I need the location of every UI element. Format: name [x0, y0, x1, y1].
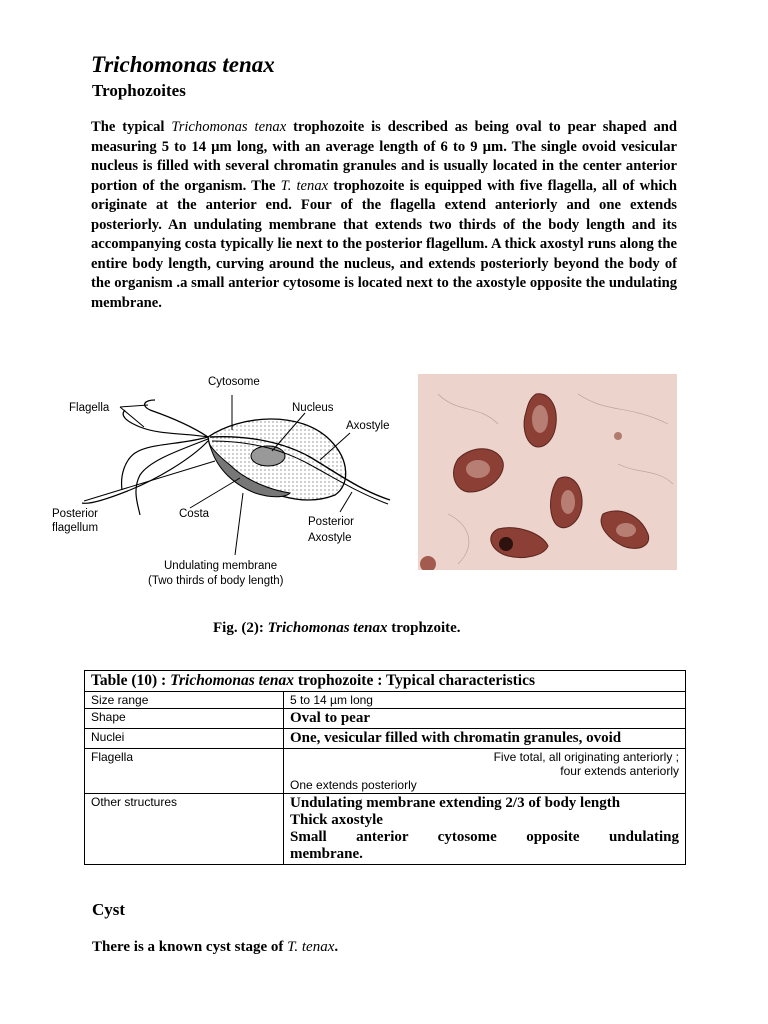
label-nucleus: Nucleus — [292, 402, 334, 414]
label-cytosome: Cytosome — [208, 376, 260, 388]
nucleus-dark-spot — [499, 537, 513, 551]
label-flagella: Flagella — [69, 402, 110, 414]
nucleus — [251, 446, 285, 466]
label-posterior-axostyle-1: Posterior — [308, 516, 355, 528]
flagella-line-3: One extends posteriorly — [290, 778, 417, 792]
row-value: One, vesicular filled with chromatin granules, ovoid — [284, 729, 686, 749]
label-axostyle: Axostyle — [346, 420, 390, 432]
figure-caption: Fig. (2): Trichomonas tenax trophzoite. — [213, 620, 461, 636]
trophozoite-diagram — [40, 365, 415, 595]
flagellum-3 — [122, 437, 208, 490]
table-row — [85, 692, 686, 709]
table-row — [85, 709, 686, 729]
table-header-row — [85, 671, 686, 692]
table-row — [85, 794, 686, 865]
micrograph-image — [418, 374, 677, 570]
table-row — [85, 749, 686, 794]
other-line-3: Small anterior cytosome opposite undulating — [290, 829, 679, 845]
row-key: Other structures — [85, 794, 284, 865]
label-costa: Costa — [179, 508, 210, 520]
flagella-line-1: Five total, all originating anteriorly ; — [493, 750, 679, 764]
row-key: Shape — [85, 709, 284, 729]
other-line-2: Thick axostyle — [290, 812, 383, 828]
cyst-text: There is a known cyst stage of T. tenax. — [92, 939, 339, 955]
row-value — [284, 749, 686, 794]
section-heading-trophozoites: Trophozoites — [92, 81, 186, 100]
row-value: Oval to pear — [284, 709, 686, 729]
trophozoite-description: The typical Trichomonas tenax trophozoite is described as being oval to pear shaped and measuring 5 to 14 µm long, with an average length of 6 to 9 µm. The single ovoid vesicular nucleus is filled with several chromatin granules and is usually located in the center anterior portion of the organism. The T. tenax trophozoite is equipped with five flagella, all of which originate at the anterior end. Four of the flagella extend anteriorly and one extends posteriorly. An undulating membrane that extends two thirds of the body length and its accompanying costa typically lie next to the posterior flagellum. A thick axostyl runs along the entire body length, curving around the nucleus, and extends posteriorly beyond the body of the organism .a small anterior cytosome is located next to the axostyle opposite the undulating membrane. — [91, 119, 678, 311]
label-posterior-flagellum-1: Posterior — [52, 508, 99, 520]
row-key: Flagella — [85, 749, 284, 794]
label-two-thirds: (Two thirds of body length) — [148, 575, 284, 587]
other-line-4: membrane. — [290, 846, 363, 862]
table-row — [85, 729, 686, 749]
section-heading-cyst: Cyst — [92, 900, 126, 919]
row-value — [284, 794, 686, 865]
label-posterior-axostyle-2: Axostyle — [308, 532, 352, 544]
table-title: Table (10) : Trichomonas tenax trophozoite : Typical characteristics — [85, 671, 686, 692]
page-title: Trichomonas tenax — [91, 52, 275, 77]
posterior-flagellum — [82, 441, 208, 503]
row-key: Size range — [85, 692, 284, 709]
label-undulating-membrane: Undulating membrane — [164, 560, 278, 572]
label-posterior-flagellum-2: flagellum — [52, 522, 99, 534]
flagella-line-2: four extends anteriorly — [560, 764, 679, 778]
row-key: Nuclei — [85, 729, 284, 749]
other-line-1: Undulating membrane extending 2/3 of body length — [290, 795, 621, 811]
row-value: 5 to 14 µm long — [284, 692, 686, 709]
characteristics-table — [84, 670, 686, 865]
flagellum-2 — [123, 410, 208, 437]
